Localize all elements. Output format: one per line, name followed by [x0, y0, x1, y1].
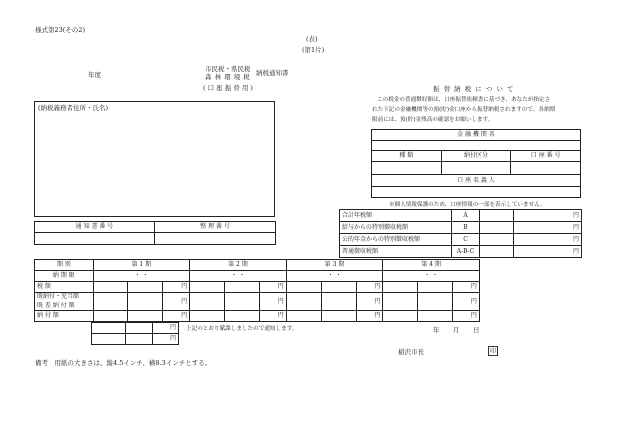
due-date: ・ ・ [93, 271, 190, 282]
front-label: (表) [306, 35, 318, 43]
tax-label: 税 額 [35, 282, 94, 293]
summary-code: A [452, 210, 480, 222]
decision-text: 上記のとおり賦課しましたので通知します。 [186, 326, 298, 332]
bank-name-value [372, 141, 581, 151]
transfer-body-3: 限前には、預(貯)金残高の確認をお願いします。 [372, 117, 494, 123]
footer-month: 月 [453, 326, 460, 334]
unit-yen: 円 [453, 311, 480, 322]
due-date: ・ ・ [190, 271, 287, 282]
unit-yen: 円 [356, 282, 383, 293]
summary-unit: 円 [514, 222, 582, 234]
summary-row [340, 222, 582, 234]
ref-number-label: 整 理 番 号 [155, 222, 276, 233]
deposit-label: 納付区分 [441, 151, 511, 162]
bank-name-label: 金 融 機 関 名 [372, 130, 581, 141]
due-label: 納 期 限 [35, 271, 94, 282]
unit-yen: 円 [163, 282, 190, 293]
form-number: 様式第23(その2) [35, 26, 85, 34]
summary-label: 合計年税額 [340, 210, 452, 222]
notice-number-label: 通 知 書 番 号 [35, 222, 155, 233]
title-line3: ( 口 座 振 替 用 ) [203, 84, 253, 92]
unit-yen: 円 [163, 293, 190, 311]
due-date: ・ ・ [286, 271, 383, 282]
summary-row [340, 210, 582, 222]
taxpayer-label: (納税義務者住所・氏名) [38, 104, 109, 112]
summary-row [340, 234, 582, 246]
type-label: 種 類 [372, 151, 442, 162]
summary-unit: 円 [514, 210, 582, 222]
transfer-title: 振 替 納 税 に つ い て [433, 85, 515, 93]
summary-label: 公的年金からの特別徴収税額 [340, 234, 452, 246]
title-line2: 森 林 環 境 税 [205, 73, 251, 81]
summary-label: 普通徴収税額 [340, 246, 452, 258]
adjust-label-1: 既納付・充当額 [35, 293, 94, 302]
title-line1: 市民税・県民税 [205, 65, 251, 73]
summary-code: B [452, 222, 480, 234]
ref-number-value [155, 233, 276, 245]
period-4: 第 4 期 [383, 260, 480, 271]
account-number-value [511, 162, 581, 175]
deposit-value [441, 162, 511, 175]
footer-year: 年 [433, 326, 440, 334]
adjust-label-2: 既 差 納 付 額 [35, 302, 94, 311]
period-2: 第 2 期 [190, 260, 287, 271]
unit-yen: 円 [163, 311, 190, 322]
summary-code: A-B-C [452, 246, 480, 258]
unit-yen: 円 [453, 282, 480, 293]
summary-row [340, 246, 582, 258]
mayor-label: 稲沢市長 [398, 348, 424, 356]
unit-yen: 円 [453, 293, 480, 311]
summary-label: 給与からの特別徴収税額 [340, 222, 452, 234]
payment-label: 納 付 額 [35, 311, 94, 322]
due-date: ・ ・ [383, 271, 480, 282]
installments-table [34, 259, 539, 322]
period-1: 第 1 期 [93, 260, 190, 271]
account-holder-value [372, 187, 581, 198]
type-value [372, 162, 442, 175]
unit-yen: 円 [153, 323, 179, 334]
official-seal-icon: 印 [489, 348, 496, 355]
year-label: 年度 [88, 71, 101, 79]
transfer-body-1: この税金の普通徴収額は、口座振替依頼書に基づき、あなたが指定さ [377, 97, 551, 103]
unit-yen: 円 [356, 293, 383, 311]
account-holder-label: 口 座 名 義 人 [372, 175, 581, 187]
period-3: 第 3 期 [286, 260, 383, 271]
summary-unit: 円 [514, 234, 582, 246]
period-header-label: 期 別 [35, 260, 94, 271]
sheet-label: (第1片) [302, 46, 325, 54]
notice-number-value [35, 233, 155, 245]
tax-summary-table [339, 209, 582, 258]
account-number-label: 口 座 番 号 [511, 151, 581, 162]
unit-yen: 円 [259, 282, 286, 293]
summary-code: C [452, 234, 480, 246]
number-table [34, 221, 276, 245]
footer-day: 日 [473, 326, 480, 334]
title-suffix: 納税通知書 [256, 69, 289, 77]
unit-yen: 円 [259, 311, 286, 322]
transfer-body-2: れた下記の金融機関等の預(貯)金口座から振替納税されますので、各納期 [372, 107, 556, 113]
remarks: 備考 用紙の大きさは、縦4.5インチ、横8.3インチとする。 [35, 359, 212, 367]
unit-yen: 円 [153, 334, 179, 345]
bank-table [371, 129, 581, 198]
taxpayer-box [34, 101, 275, 217]
extra-rows [91, 322, 179, 345]
summary-unit: 円 [514, 246, 582, 258]
privacy-note: ※個人情報保護のため、口座情報の一部を表示していません。 [389, 202, 546, 208]
unit-yen: 円 [259, 293, 286, 311]
unit-yen: 円 [356, 311, 383, 322]
